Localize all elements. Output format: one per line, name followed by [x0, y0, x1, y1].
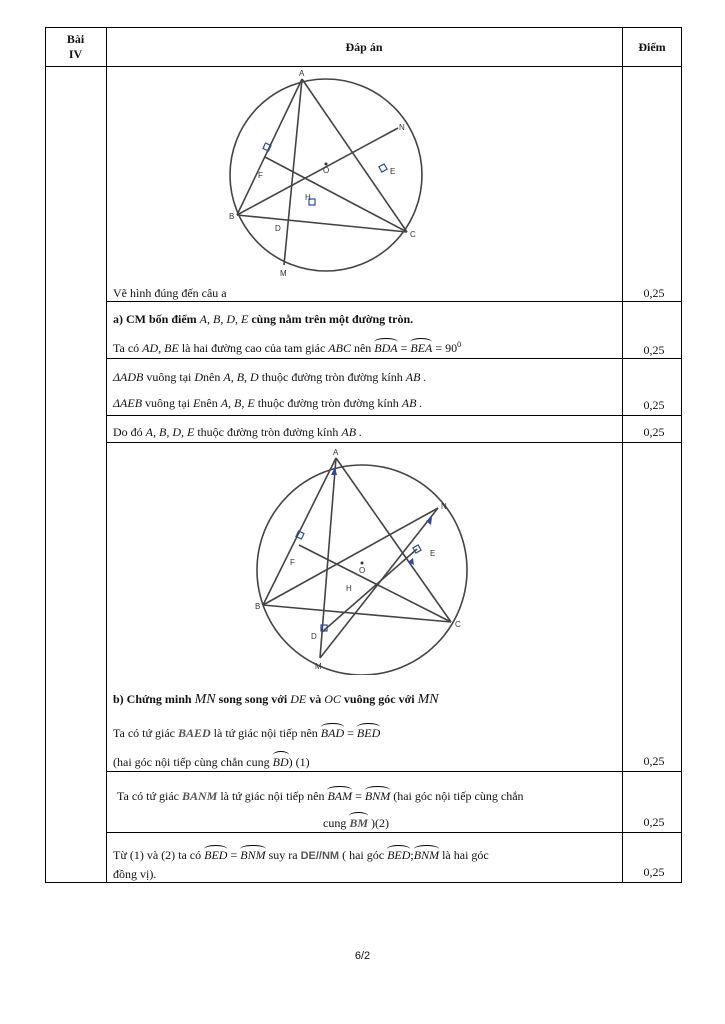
- segment-de: [322, 549, 417, 632]
- label-f: F: [290, 558, 295, 567]
- label-e: E: [390, 167, 396, 176]
- angle-bda: BDA: [374, 341, 397, 355]
- part-b-line2: (hai góc nội tiếp cùng chắn cung BD) (1): [113, 755, 310, 769]
- angle-bea: BEA: [410, 341, 432, 355]
- score-3: 0,25: [643, 398, 665, 412]
- label-d: D: [311, 632, 317, 641]
- label-a: A: [333, 448, 339, 457]
- center-o-dot: [361, 562, 364, 565]
- right-angle-f: [263, 143, 271, 151]
- angle-bed: BED: [357, 726, 380, 740]
- angle-bam: BAM: [327, 789, 352, 803]
- label-n: N: [399, 123, 405, 132]
- label-c: C: [455, 620, 461, 629]
- page-number: 6/2: [354, 950, 371, 962]
- label-h: H: [305, 193, 311, 202]
- header-bai-number: IV: [68, 47, 83, 61]
- part-a-line4: Do đó A, B, D, E thuộc đường tròn đường kính AB .: [113, 425, 363, 439]
- part-a-line3: ΔAEB vuông tại Enên A, B, E thuộc đường tròn đường kính AB .: [113, 396, 423, 410]
- side-bc: [237, 215, 407, 232]
- label-c: C: [410, 230, 416, 239]
- label-e: E: [430, 549, 436, 558]
- part-b-line5: Từ (1) và (2) ta có BED = BNM suy ra DE//NM ( hai góc BED; BNM là hai góc: [113, 848, 489, 863]
- score-2: 0,25: [643, 343, 665, 357]
- answer-table: [45, 27, 682, 883]
- side-ab: [237, 79, 302, 215]
- right-angle-e: [379, 164, 387, 172]
- part-b-title: b) Chứng minh MN song song với DE và OC vuông góc với MN: [113, 692, 439, 707]
- arc-bd: BD: [273, 755, 289, 769]
- geometry-figure-1: [227, 69, 427, 281]
- angle-bed-3: BED: [387, 848, 410, 862]
- angle-bed-2: BED: [204, 848, 227, 862]
- label-o: O: [359, 566, 366, 575]
- header-diem: Điểm: [638, 40, 666, 54]
- part-a-line1: Ta có AD, BE là hai đường cao của tam giác ABC nên BDA = BEA = $90^0$: [113, 340, 462, 355]
- score-1: 0,25: [643, 286, 665, 300]
- part-b-line3: Ta có tứ giác BANM là tứ giác nội tiếp nên BAM = BNM (hai góc nội tiếp cùng chắn: [117, 789, 524, 803]
- score-7: 0,25: [643, 865, 665, 879]
- figure1-caption: Vẽ hình đúng đến câu a: [113, 286, 227, 300]
- part-b-line1: Ta có tứ giác BAED là tứ giác nội tiếp nên BAD = BED: [113, 726, 380, 740]
- part-a-title: a) CM bốn điểm A, B, D, E cùng nằm trên một đường tròn.: [113, 312, 414, 326]
- score-6: 0,25: [643, 815, 665, 829]
- score-4: 0,25: [643, 425, 665, 439]
- label-m: M: [315, 662, 322, 671]
- altitude-ad-line: [320, 458, 336, 658]
- label-d: D: [275, 224, 281, 233]
- side-ca: [302, 79, 407, 232]
- label-m: M: [280, 269, 287, 278]
- label-o: O: [323, 166, 330, 175]
- header-dap-an: Đáp án: [345, 40, 383, 54]
- label-n: N: [441, 502, 447, 511]
- part-b-line6: đồng vị).: [113, 867, 157, 881]
- angle-bnm-2: BNM: [240, 848, 265, 862]
- angle-bad: BAD: [321, 726, 344, 740]
- altitude-cf: [265, 157, 407, 232]
- label-h: H: [346, 584, 352, 593]
- label-f: F: [258, 171, 263, 180]
- side-ca: [336, 458, 451, 622]
- part-b-line4: cung BM )(2): [323, 816, 389, 830]
- header-bai: Bài: [66, 32, 85, 46]
- geometry-figure-2: [253, 445, 477, 675]
- part-a-line2: ΔADB vuông tại Dnên A, B, D thuộc đường tròn đường kính AB .: [113, 370, 427, 384]
- label-b: B: [255, 602, 261, 611]
- angle-bnm: BNM: [365, 789, 390, 803]
- arc-bm: BM: [349, 816, 368, 830]
- angle-bnm-3: BNM: [414, 848, 439, 862]
- score-5: 0,25: [643, 754, 665, 768]
- label-b: B: [229, 212, 235, 221]
- label-a: A: [299, 69, 305, 78]
